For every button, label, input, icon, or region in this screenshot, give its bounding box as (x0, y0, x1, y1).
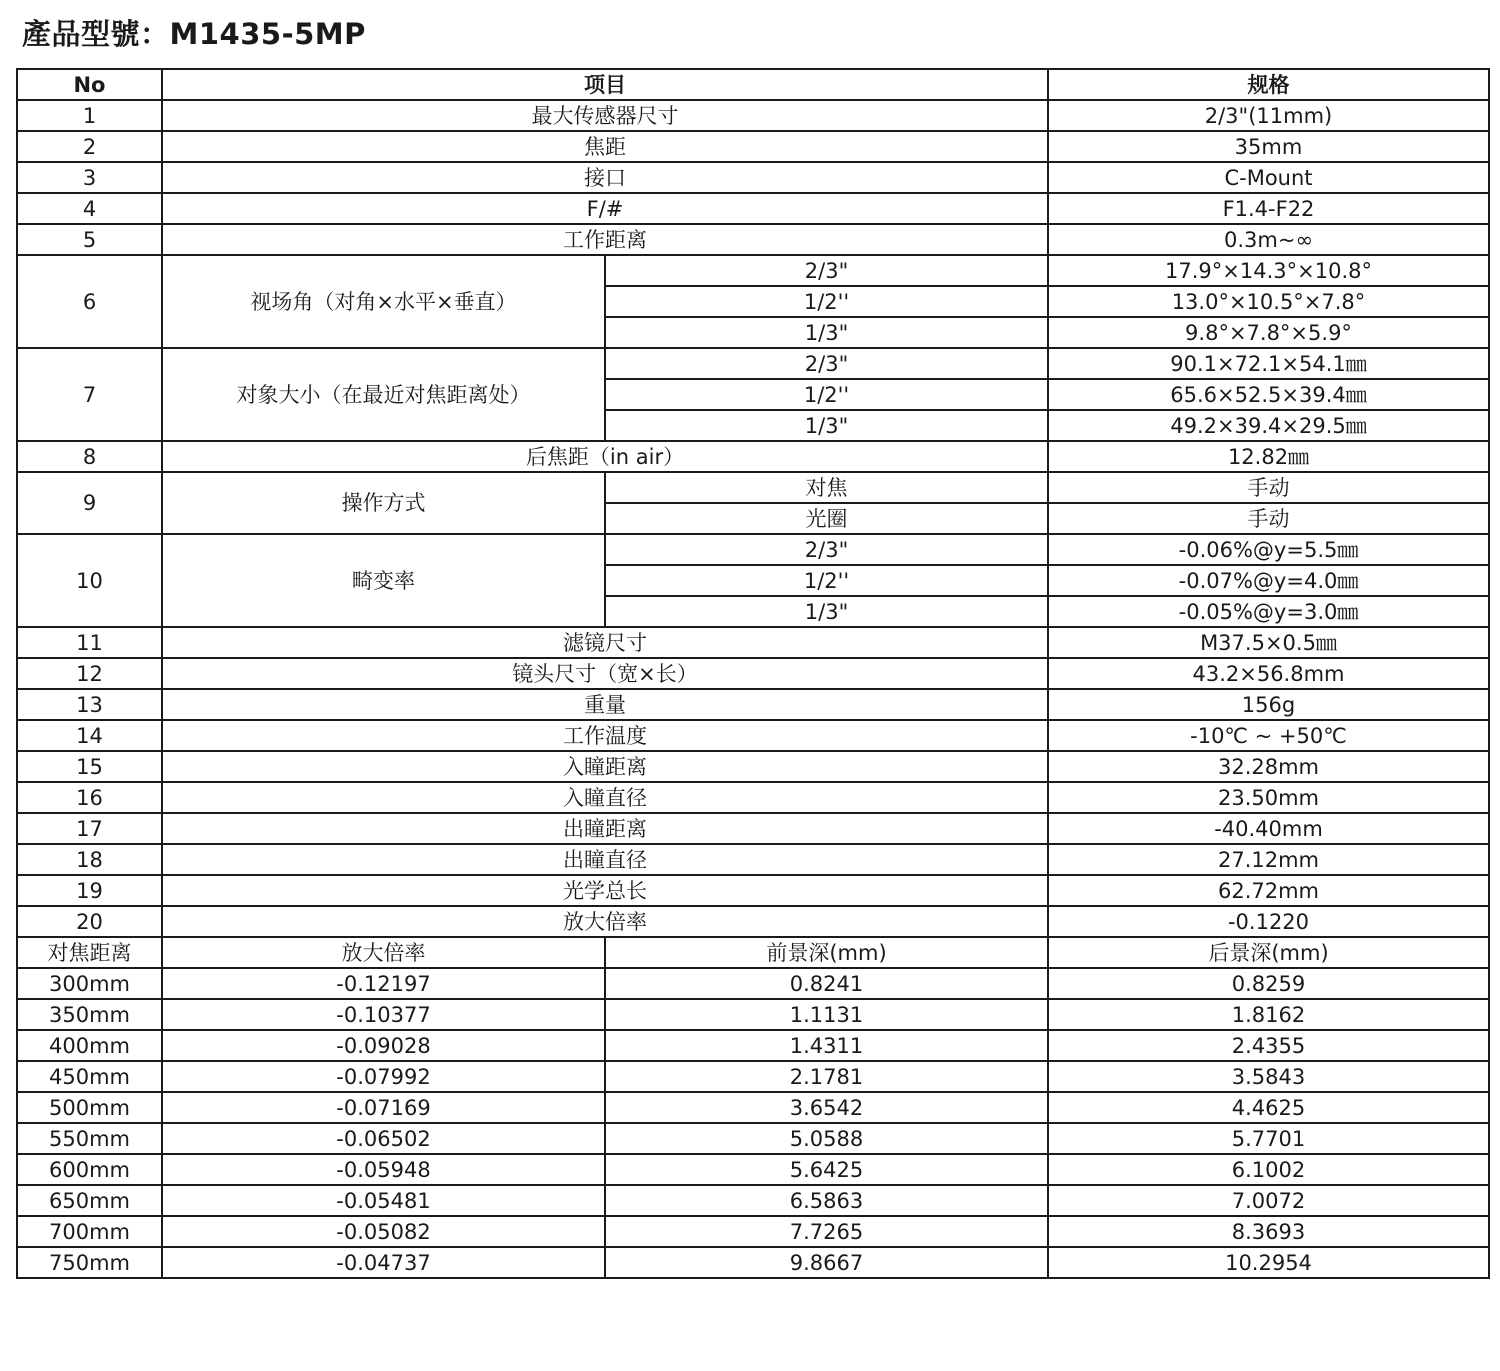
spec-row (17, 720, 1489, 751)
row-number: 6 (17, 255, 162, 348)
dof-header-front-dof: 前景深(mm) (605, 937, 1048, 968)
row-sub-label: 对焦 (605, 472, 1048, 503)
row-spec: 49.2×39.4×29.5㎜ (1048, 410, 1489, 441)
spec-row (17, 224, 1489, 255)
row-number: 9 (17, 472, 162, 534)
dof-focus-distance: 300mm (17, 968, 162, 999)
row-spec: -10℃ ~ +50℃ (1048, 720, 1489, 751)
dof-magnification: -0.07169 (162, 1092, 605, 1123)
spec-row (17, 689, 1489, 720)
dof-magnification: -0.05948 (162, 1154, 605, 1185)
row-number: 11 (17, 627, 162, 658)
dof-focus-distance: 750mm (17, 1247, 162, 1278)
row-item: 畸变率 (162, 534, 605, 627)
dof-focus-distance: 500mm (17, 1092, 162, 1123)
dof-focus-distance: 550mm (17, 1123, 162, 1154)
row-number: 1 (17, 100, 162, 131)
header-spec: 规格 (1048, 69, 1489, 100)
row-sub-label: 1/2'' (605, 286, 1048, 317)
spec-subrow (17, 348, 1489, 379)
spec-subrow (17, 472, 1489, 503)
row-spec: -0.06%@y=5.5㎜ (1048, 534, 1489, 565)
dof-rear-dof: 5.7701 (1048, 1123, 1489, 1154)
dof-header-row (17, 937, 1489, 968)
row-item: 工作温度 (162, 720, 1048, 751)
dof-magnification: -0.04737 (162, 1247, 605, 1278)
dof-front-dof: 7.7265 (605, 1216, 1048, 1247)
spec-row (17, 162, 1489, 193)
row-number: 16 (17, 782, 162, 813)
row-spec: 62.72mm (1048, 875, 1489, 906)
row-item: 焦距 (162, 131, 1048, 162)
row-spec: 手动 (1048, 503, 1489, 534)
row-number: 12 (17, 658, 162, 689)
dof-magnification: -0.05481 (162, 1185, 605, 1216)
row-item: 后焦距（in air） (162, 441, 1048, 472)
row-number: 14 (17, 720, 162, 751)
dof-header-magnification: 放大倍率 (162, 937, 605, 968)
row-spec: 32.28mm (1048, 751, 1489, 782)
dof-rear-dof: 2.4355 (1048, 1030, 1489, 1061)
row-item: 放大倍率 (162, 906, 1048, 937)
dof-front-dof: 0.8241 (605, 968, 1048, 999)
row-spec: -40.40mm (1048, 813, 1489, 844)
row-number: 20 (17, 906, 162, 937)
row-number: 18 (17, 844, 162, 875)
dof-rear-dof: 1.8162 (1048, 999, 1489, 1030)
row-number: 3 (17, 162, 162, 193)
row-item: 工作距离 (162, 224, 1048, 255)
spec-table (16, 68, 1490, 1279)
table-header-row (17, 69, 1489, 100)
row-spec: 9.8°×7.8°×5.9° (1048, 317, 1489, 348)
dof-row (17, 1123, 1489, 1154)
row-sub-label: 1/3" (605, 317, 1048, 348)
row-number: 5 (17, 224, 162, 255)
row-spec: 手动 (1048, 472, 1489, 503)
spec-row (17, 193, 1489, 224)
dof-row (17, 1030, 1489, 1061)
row-spec: 0.3m~∞ (1048, 224, 1489, 255)
row-spec: 90.1×72.1×54.1㎜ (1048, 348, 1489, 379)
dof-row (17, 1154, 1489, 1185)
spec-row (17, 441, 1489, 472)
row-spec: 65.6×52.5×39.4㎜ (1048, 379, 1489, 410)
row-item: 对象大小（在最近对焦距离处） (162, 348, 605, 441)
row-number: 19 (17, 875, 162, 906)
dof-rear-dof: 8.3693 (1048, 1216, 1489, 1247)
dof-front-dof: 2.1781 (605, 1061, 1048, 1092)
row-sub-label: 1/2'' (605, 379, 1048, 410)
dof-focus-distance: 400mm (17, 1030, 162, 1061)
spec-row (17, 100, 1489, 131)
row-item: 入瞳距离 (162, 751, 1048, 782)
dof-row (17, 968, 1489, 999)
dof-focus-distance: 700mm (17, 1216, 162, 1247)
row-sub-label: 光圈 (605, 503, 1048, 534)
row-item: 出瞳直径 (162, 844, 1048, 875)
row-spec: 13.0°×10.5°×7.8° (1048, 286, 1489, 317)
dof-focus-distance: 450mm (17, 1061, 162, 1092)
dof-magnification: -0.06502 (162, 1123, 605, 1154)
row-sub-label: 2/3" (605, 534, 1048, 565)
dof-front-dof: 1.1131 (605, 999, 1048, 1030)
row-item: 滤镜尺寸 (162, 627, 1048, 658)
page-title: 產品型號：M1435-5MP (22, 17, 366, 51)
dof-rear-dof: 3.5843 (1048, 1061, 1489, 1092)
dof-row (17, 1061, 1489, 1092)
dof-rear-dof: 7.0072 (1048, 1185, 1489, 1216)
row-item: 视场角（对角×水平×垂直） (162, 255, 605, 348)
row-spec: 23.50mm (1048, 782, 1489, 813)
row-spec: -0.1220 (1048, 906, 1489, 937)
spec-row (17, 875, 1489, 906)
dof-rear-dof: 0.8259 (1048, 968, 1489, 999)
dof-row (17, 1247, 1489, 1278)
dof-header-focus-distance: 对焦距离 (17, 937, 162, 968)
spec-subrow (17, 255, 1489, 286)
dof-row (17, 1216, 1489, 1247)
dof-rear-dof: 6.1002 (1048, 1154, 1489, 1185)
header-no: No (17, 69, 162, 100)
row-item: 重量 (162, 689, 1048, 720)
spec-table-body (17, 69, 1489, 1278)
dof-magnification: -0.10377 (162, 999, 605, 1030)
dof-focus-distance: 650mm (17, 1185, 162, 1216)
dof-front-dof: 6.5863 (605, 1185, 1048, 1216)
dof-front-dof: 1.4311 (605, 1030, 1048, 1061)
row-item: 镜头尺寸（宽×长） (162, 658, 1048, 689)
row-item: 接口 (162, 162, 1048, 193)
row-spec: 27.12mm (1048, 844, 1489, 875)
row-spec: 2/3"(11mm) (1048, 100, 1489, 131)
row-number: 7 (17, 348, 162, 441)
spec-row (17, 627, 1489, 658)
spec-row (17, 658, 1489, 689)
spec-row (17, 813, 1489, 844)
dof-magnification: -0.09028 (162, 1030, 605, 1061)
dof-front-dof: 9.8667 (605, 1247, 1048, 1278)
row-sub-label: 1/2'' (605, 565, 1048, 596)
spec-row (17, 751, 1489, 782)
spec-row (17, 844, 1489, 875)
dof-front-dof: 3.6542 (605, 1092, 1048, 1123)
row-item: 最大传感器尺寸 (162, 100, 1048, 131)
row-sub-label: 1/3" (605, 410, 1048, 441)
row-spec: C-Mount (1048, 162, 1489, 193)
row-item: 操作方式 (162, 472, 605, 534)
dof-rear-dof: 10.2954 (1048, 1247, 1489, 1278)
dof-front-dof: 5.6425 (605, 1154, 1048, 1185)
spec-row (17, 782, 1489, 813)
row-spec: 43.2×56.8mm (1048, 658, 1489, 689)
row-sub-label: 2/3" (605, 348, 1048, 379)
row-number: 15 (17, 751, 162, 782)
row-item: F/# (162, 193, 1048, 224)
header-item: 项目 (162, 69, 1048, 100)
dof-focus-distance: 350mm (17, 999, 162, 1030)
dof-rear-dof: 4.4625 (1048, 1092, 1489, 1123)
dof-row (17, 999, 1489, 1030)
row-spec: 17.9°×14.3°×10.8° (1048, 255, 1489, 286)
dof-magnification: -0.12197 (162, 968, 605, 999)
row-spec: 156g (1048, 689, 1489, 720)
dof-front-dof: 5.0588 (605, 1123, 1048, 1154)
row-spec: 35mm (1048, 131, 1489, 162)
dof-header-rear-dof: 后景深(mm) (1048, 937, 1489, 968)
row-number: 10 (17, 534, 162, 627)
spec-row (17, 906, 1489, 937)
dof-magnification: -0.07992 (162, 1061, 605, 1092)
dof-row (17, 1185, 1489, 1216)
row-sub-label: 2/3" (605, 255, 1048, 286)
dof-row (17, 1092, 1489, 1123)
row-number: 2 (17, 131, 162, 162)
row-item: 光学总长 (162, 875, 1048, 906)
row-spec: -0.05%@y=3.0㎜ (1048, 596, 1489, 627)
row-number: 8 (17, 441, 162, 472)
dof-magnification: -0.05082 (162, 1216, 605, 1247)
row-spec: -0.07%@y=4.0㎜ (1048, 565, 1489, 596)
spec-row (17, 131, 1489, 162)
row-spec: F1.4-F22 (1048, 193, 1489, 224)
dof-focus-distance: 600mm (17, 1154, 162, 1185)
row-item: 出瞳距离 (162, 813, 1048, 844)
row-number: 4 (17, 193, 162, 224)
row-item: 入瞳直径 (162, 782, 1048, 813)
spec-subrow (17, 534, 1489, 565)
row-sub-label: 1/3" (605, 596, 1048, 627)
row-spec: 12.82㎜ (1048, 441, 1489, 472)
row-number: 13 (17, 689, 162, 720)
row-spec: M37.5×0.5㎜ (1048, 627, 1489, 658)
row-number: 17 (17, 813, 162, 844)
